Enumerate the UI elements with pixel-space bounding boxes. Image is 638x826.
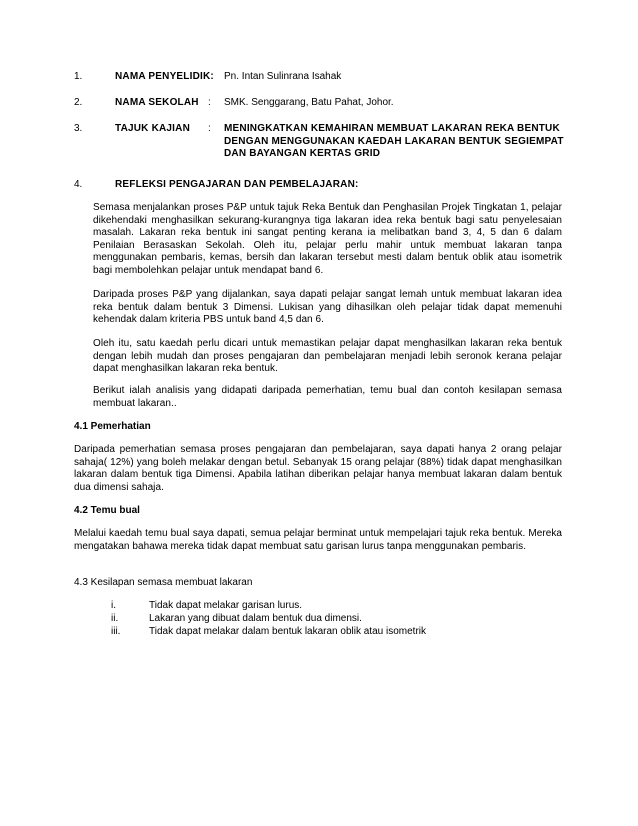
row-label: TAJUK KAJIAN — [115, 123, 190, 134]
section-title: REFLEKSI PENGAJARAN DAN PEMBELAJARAN: — [115, 179, 359, 190]
section-4-2-title: 4.2 Temu bual — [74, 505, 140, 516]
observation-paragraph: Daripada pemerhatian semasa proses pengajaran dan pembelajaran, saya dapati hanya 2 orang pelajar sahaja( 12%) yang boleh melakar dengan betul. Sebanyak 15 orang pelajar (88%) tidak dapat menghasilkan lakaran dalam bentuk tiga Dimensi. Apabila latihan diberikan pelajar hanya membuat lakaran dalam bentuk dua dimensi sahaja. — [74, 444, 562, 493]
list-text: Tidak dapat melakar garisan lurus. — [149, 600, 303, 611]
list-numeral: ii. — [111, 613, 119, 624]
reflection-paragraph-3: Oleh itu, satu kaedah perlu dicari untuk memastikan pelajar dapat menghasilkan lakaran reka bentuk dengan lebih mudah dan proses pengajaran dan pembelajaran menjadi lebih seronok kerana pelajar dapat menghasilkan lakaran reka bentuk. — [93, 338, 562, 375]
section-4-1-title: 4.1 Pemerhatian — [74, 421, 151, 432]
section-number: 4. — [74, 179, 83, 190]
section-4-3-title: 4.3 Kesilapan semasa membuat lakaran — [74, 577, 253, 588]
row-value: SMK. Senggarang, Batu Pahat, Johor. — [224, 97, 394, 108]
reflection-paragraph-2: Daripada proses P&P yang dijalankan, saya dapati pelajar sangat lemah untuk membuat lakaran idea reka bentuk dalam bentuk 3 Dimensi. Lukisan yang dihasilkan oleh pelajar tidak dapat memenuhi kehendak dalam kriteria PBS untuk band 4,5 dan 6. — [93, 289, 562, 326]
row-colon: : — [208, 97, 211, 108]
list-text: Tidak dapat melakar dalam bentuk lakaran oblik atau isometrik — [149, 626, 426, 637]
interview-paragraph: Melalui kaedah temu bual saya dapati, semua pelajar berminat untuk mempelajari tajuk reka bentuk. Mereka mengatakan bahawa mereka tidak dapat membuat satu garisan lurus tanpa menggunakan pembaris. — [74, 528, 562, 552]
reflection-paragraph-4: Berikut ialah analisis yang didapati daripada pemerhatian, temu bual dan contoh kesilapan semasa membuat lakaran.. — [93, 385, 562, 409]
list-numeral: iii. — [111, 626, 121, 637]
row-colon: : — [208, 123, 211, 134]
list-numeral: i. — [111, 600, 116, 611]
list-text: Lakaran yang dibuat dalam bentuk dua dimensi. — [149, 613, 362, 624]
row-label: NAMA SEKOLAH — [115, 97, 199, 108]
row-label: NAMA PENYELIDIK: — [115, 71, 214, 82]
row-number: 3. — [74, 123, 83, 134]
row-number: 2. — [74, 97, 83, 108]
row-value: Pn. Intan Sulinrana Isahak — [224, 71, 342, 82]
reflection-paragraph-1: Semasa menjalankan proses P&P untuk tajuk Reka Bentuk dan Penghasilan Projek Tingkatan 1, pelajar dikehendaki menghasilkan sekurang-kurangnya tiga lakaran idea reka bentuk bagi satu penyelesaian masalah. Lakaran reka bentuk ini sangat penting kerana ia melibatkan band 3, 4, 5 dan 6 dalam Penilaian Berasaskan Sekolah. Oleh itu, pelajar perlu mahir untuk membuat lakaran tanpa menggunakan pembaris, kemas, bersih dan lakaran tersebut mesti dalam bentuk oblik atau isometrik bagi membolehkan pelajar untuk mendapat band 6. — [93, 202, 562, 276]
row-number: 1. — [74, 71, 83, 82]
study-title: MENINGKATKAN KEMAHIRAN MEMBUAT LAKARAN REKA BENTUK DENGAN MENGGUNAKAN KAEDAH LAKARAN BENTUK SEGIEMPAT DAN BAYANGAN KERTAS GRID — [224, 123, 564, 159]
